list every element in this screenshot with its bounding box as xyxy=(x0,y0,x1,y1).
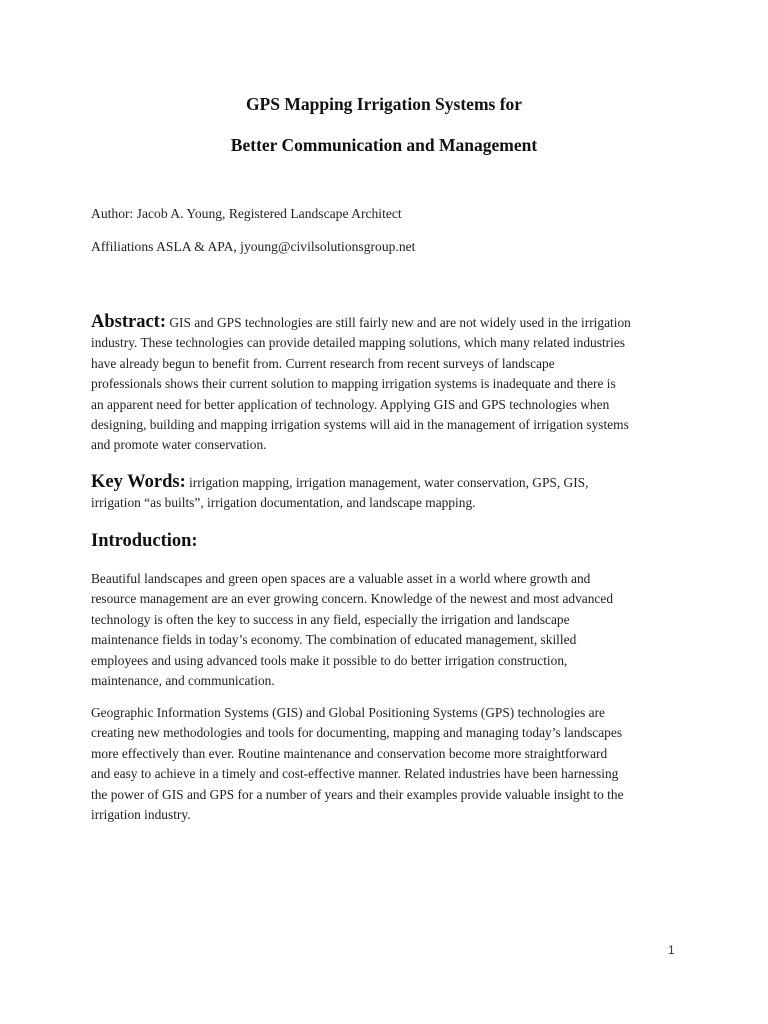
keywords-line xyxy=(91,472,691,493)
abstract-label: Abstract: xyxy=(91,312,167,332)
abstract-text: GIS and GPS technologies are still fairly new and are not widely used in the irrigation xyxy=(166,315,631,330)
keywords-text: irrigation mapping, irrigation management, water conservation, GPS, GIS, xyxy=(185,475,589,490)
affiliation-line: Affiliations ASLA & APA, jyoung@civilsolutionsgroup.net xyxy=(91,239,416,254)
paragraph-line: Geographic Information Systems (GIS) and Global Positioning Systems (GPS) technologies are xyxy=(91,705,605,720)
paragraph-line: employees and using advanced tools make it possible to do better irrigation construction, xyxy=(91,652,568,668)
paragraph-line: the power of GIS and GPS for a number of years and their examples provide valuable insight to the xyxy=(91,786,624,802)
abstract-section xyxy=(91,312,691,456)
abstract-line: an apparent need for better application of technology. Applying GIS and GPS technologies when xyxy=(91,396,610,412)
abstract-line: professionals shows their current solution to mapping irrigation systems is inadequate and there is xyxy=(91,376,616,392)
paragraph-line: maintenance, and communication. xyxy=(91,673,275,689)
paper-title-line-1: GPS Mapping Irrigation Systems for xyxy=(245,94,523,114)
abstract-line: industry. These technologies can provide detailed mapping solutions, which many related industries xyxy=(91,335,626,351)
paragraph-line: irrigation industry. xyxy=(91,807,191,823)
abstract-line: have already begun to benefit from. Current research from recent surveys of landscape xyxy=(91,355,555,371)
page-number: 1 xyxy=(668,943,675,957)
paragraph-line: and easy to achieve in a timely and cost-effective manner. Related industries have been harnessing xyxy=(91,766,619,782)
keywords-section xyxy=(91,472,691,514)
paragraph-line: creating new methodologies and tools for documenting, mapping and managing today’s landscapes xyxy=(91,725,623,741)
paragraph-line: resource management are an ever growing concern. Knowledge of the newest and most advanced xyxy=(91,591,614,607)
paper-title-line-2: Better Communication and Management xyxy=(230,135,538,155)
paragraph-line: technology is often the key to success in any field, especially the irrigation and landscape xyxy=(91,611,570,627)
introduction-heading: Introduction: xyxy=(91,531,198,551)
introduction-paragraph-1 xyxy=(91,569,691,691)
keywords-line: irrigation “as builts”, irrigation documentation, and landscape mapping. xyxy=(91,495,476,511)
keywords-label: Key Words: xyxy=(91,472,186,492)
abstract-line: designing, building and mapping irrigation systems will aid in the management of irrigation systems xyxy=(91,417,629,433)
abstract-line xyxy=(91,312,691,333)
paragraph-line: Beautiful landscapes and green open spaces are a valuable asset in a world where growth and xyxy=(91,571,591,586)
abstract-line: and promote water conservation. xyxy=(91,437,267,453)
paragraph-line: more effectively than ever. Routine maintenance and conservation become more straightforward xyxy=(91,745,608,761)
author-line: Author: Jacob A. Young, Registered Landscape Architect xyxy=(91,206,402,221)
paragraph-line: maintenance fields in today’s economy. The combination of educated management, skilled xyxy=(91,632,577,648)
introduction-paragraph-2 xyxy=(91,703,691,825)
